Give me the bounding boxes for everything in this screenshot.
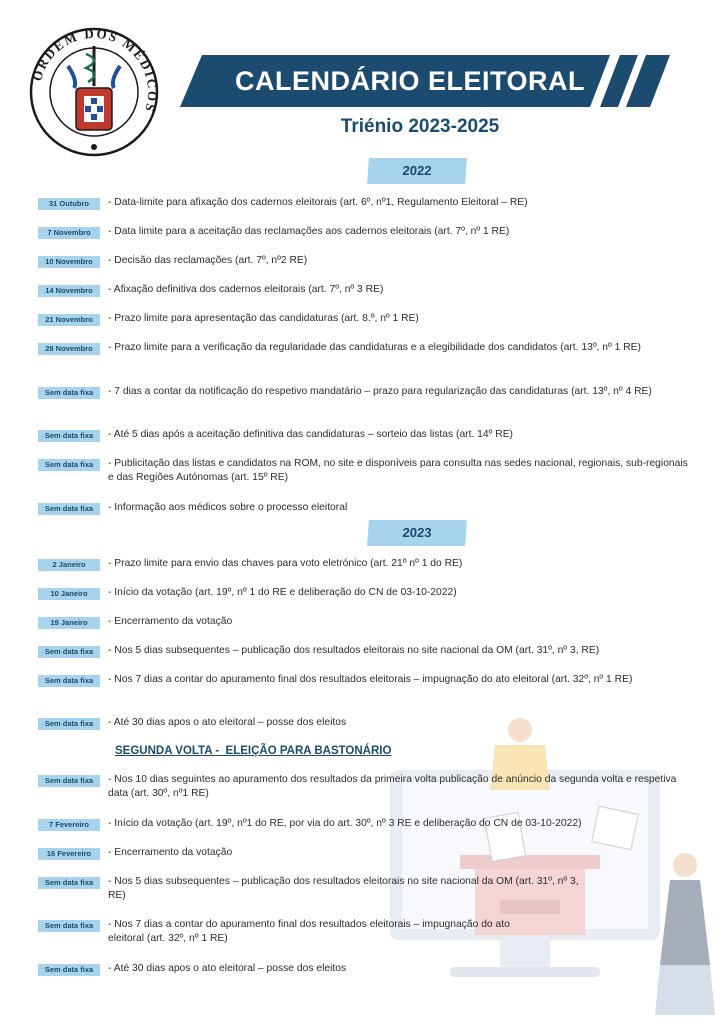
entry-text: - Data-limite para afixação dos cadernos eleitorais (art. 6º, nº1, Regulamento Eleitoral – RE) xyxy=(108,197,528,208)
date-badge: 7 Novembro xyxy=(38,227,100,239)
entry-text: - Até 30 dias apos o ato eleitoral – posse dos eleitos xyxy=(108,717,347,728)
ordem-dos-medicos-logo xyxy=(28,26,160,158)
entry-text: - Data limite para a aceitação das reclamações aos cadernos eleitorais (art. 7º, nº 1 RE) xyxy=(108,226,510,237)
entry-text: - Prazo limite para a verificação da regularidade das candidaturas e a elegibilidade dos candidatos (art. 13º, nº 1 RE) xyxy=(108,342,641,353)
page-title: CALENDÁRIO ELEITORAL xyxy=(234,66,585,96)
date-badge: 21 Novembro xyxy=(38,314,100,326)
date-badge: Sem data fixa xyxy=(38,646,100,658)
entry-text: - Decisão das reclamações (art. 7º, nº2 RE) xyxy=(108,255,308,266)
entry-text: - Início da votação (art. 19º, nº 1 do RE e deliberação do CN de 03-10-2022) xyxy=(108,587,457,598)
date-badge: Sem data fixa xyxy=(38,459,100,471)
date-badge: 14 Novembro xyxy=(38,285,100,297)
entry-text: - Informação aos médicos sobre o processo eleitoral xyxy=(108,502,348,513)
entry-text: - Prazo limite para apresentação das candidaturas (art. 8.º, nº 1 RE) xyxy=(108,313,419,324)
entry-text: - Início da votação (art. 19º, nº1 do RE, por via do art. 30º, nº 3 RE e deliberação do CN de 03-10-2022) xyxy=(108,818,582,829)
date-badge: 16 Fevereiro xyxy=(38,848,100,860)
date-badge: 10 Novembro xyxy=(38,256,100,268)
date-badge: 2 Janeiro xyxy=(38,559,100,571)
date-badge: Sem data fixa xyxy=(38,387,100,399)
date-badge: Sem data fixa xyxy=(38,503,100,515)
page-subtitle: Triénio 2023-2025 xyxy=(340,116,500,137)
entry-text: - Até 30 dias apos o ato eleitoral – posse dos eleitos xyxy=(108,963,347,974)
date-badge: Sem data fixa xyxy=(38,718,100,730)
year-header-2022: 2022 xyxy=(367,158,467,184)
date-badge: Sem data fixa xyxy=(38,775,100,787)
date-badge: 7 Fevereiro xyxy=(38,819,100,831)
entry-text: - Nos 10 dias seguintes ao apuramento dos resultados da primeira volta publicação de anúncio da segunda volta e respetiva data (art. 30º, nº1 RE) xyxy=(108,774,677,799)
date-badge: Sem data fixa xyxy=(38,877,100,889)
date-badge: 31 Outubro xyxy=(38,198,100,210)
date-badge: 19 Janeiro xyxy=(38,617,100,629)
date-badge: 10 Janeiro xyxy=(38,588,100,600)
entry-text: - Nos 7 dias a contar do apuramento final dos resultados eleitorais – impugnação do ato eleitoral (art. 32º, nº 1 RE) xyxy=(108,919,510,944)
date-badge: Sem data fixa xyxy=(38,964,100,976)
entry-text: - Nos 7 dias a contar do apuramento final dos resultados eleitorais – impugnação do ato eleitoral (art. 32º, nº 1 RE) xyxy=(108,674,633,685)
entry-text: - 7 dias a contar da notificação do respetivo mandatário – prazo para regularização das candidaturas (art. 13º, nº 4 RE) xyxy=(108,386,652,397)
date-badge: Sem data fixa xyxy=(38,675,100,687)
entry-text: - Nos 5 dias subsequentes – publicação dos resultados eleitorais no site nacional da OM (art. 31º, nº 3, RE) xyxy=(108,876,579,901)
entry-text: - Publicitação das listas e candidatos na ROM, no site e disponíveis para consulta nas sedes nacional, regionais, sub-regionais e das Regiões Autónomas (art. 15º RE) xyxy=(108,458,688,483)
entry-text: - Prazo limite para envio das chaves para voto eletrónico (art. 21º nº 1 do RE) xyxy=(108,558,463,569)
entry-text: - Nos 5 dias subsequentes – publicação dos resultados eleitorais no site nacional da OM (art. 31º, nº 3, RE) xyxy=(108,645,600,656)
entry-text: - Encerramento da votação xyxy=(108,847,233,858)
entry-text: - Até 5 dias após a aceitação definitiva das candidaturas – sorteio das listas (art. 14º RE) xyxy=(108,429,513,440)
date-badge: Sem data fixa xyxy=(38,920,100,932)
entry-text: - Afixação definitiva dos cadernos eleitorais (art. 7º, nº 3 RE) xyxy=(108,284,384,295)
second-round-heading: SEGUNDA VOLTA - ELEIÇÃO PARA BASTONÁRIO xyxy=(115,745,392,757)
year-header-2023: 2023 xyxy=(367,520,467,546)
date-badge: 28 Novembro xyxy=(38,343,100,355)
voting-illustration xyxy=(380,715,724,1024)
entry-text: - Encerramento da votação xyxy=(108,616,233,627)
svg-text:ORDEM DOS MÉDICOS: ORDEM DOS MÉDICOS xyxy=(29,26,160,115)
date-badge: Sem data fixa xyxy=(38,430,100,442)
